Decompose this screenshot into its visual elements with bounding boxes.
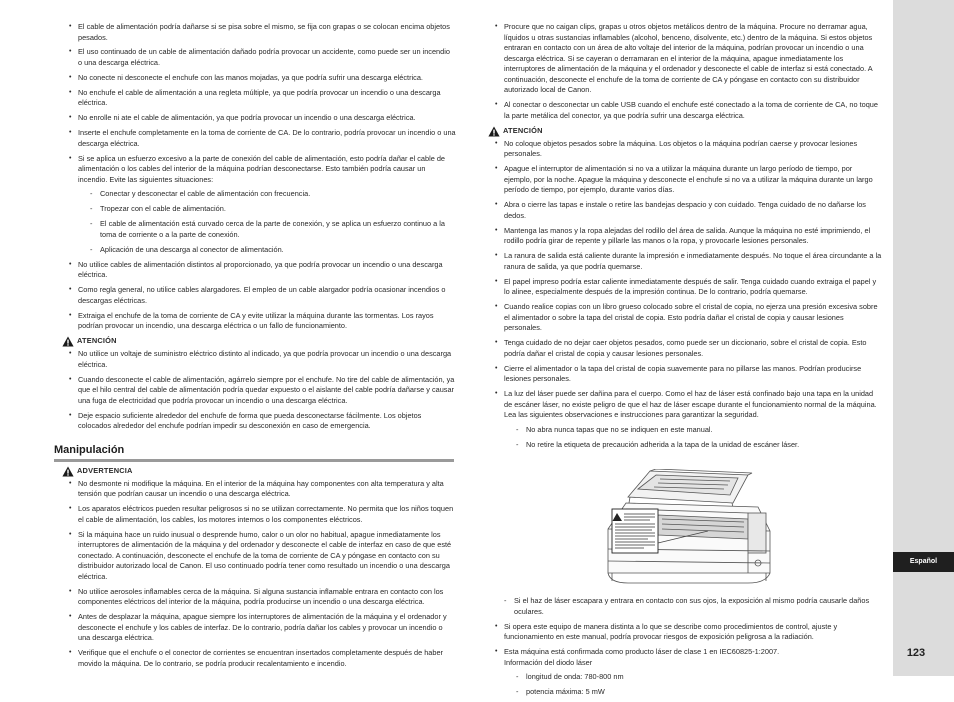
warning-list bbox=[66, 479, 456, 670]
caution-label: ATENCIÓN bbox=[77, 336, 117, 346]
list-item: • Si la máquina hace un ruido inusual o desprende humo, calor o un olor no habitual, apague inmediatamente los interruptores de alimentación de la máquina y del ordenador y desconecte el cable de interfaz en caso de que esté conectado. A continuación, desconecte el enchufe de la toma de corriente de CA y póngase en contacto con su distribuidor autorizado local de Canon. El uso continuado podría tener como resultado un incendio o una descarga eléctrica. bbox=[66, 530, 456, 583]
warning-heading bbox=[62, 466, 456, 477]
warning-triangle-icon bbox=[62, 336, 74, 347]
list-item bbox=[66, 285, 456, 306]
bullet-text: No enrolle ni ate el cable de alimentación, ya que podría provocar un incendio o una descarga eléctrica. bbox=[78, 113, 416, 123]
list-item: • Cuando desconecte el cable de alimentación, agárrelo siempre por el enchufe. No tire del cable de alimentación, ya que el hilo central del cable de alimentación podría quedar expuesto o el aislante del cable podría dañarse y causar una fuga de electricidad que podría provocar un incendio o una descarga eléctrica. bbox=[66, 375, 456, 407]
bullet-text: El uso continuado de un cable de alimentación dañado podría provocar un accidente, como puede ser un incendio o una descarga eléctrica. bbox=[78, 47, 450, 68]
sub-item: - El cable de alimentación está curvado cerca de la parte de conexión, y se aplica un esfuerzo continuo a la toma de corriente o a la parte de conexión. bbox=[90, 219, 456, 240]
list-item: • Procure que no caigan clips, grapas u otros objetos metálicos dentro de la máquina. Procure no derramar agua, líquidos u otras sustancias inflamables (alcohol, benceno, disolvente, etc.) dentro de la máquina. Si estos objetos entraran en contacto con un área de alto voltaje del interior de la máquina, podrían provocar un incendio o una descarga eléctrica. Si se cayeran o derramaran en el interior de la máquina, apague inmediatamente los interruptores de alimentación de la máquina y el ordenador y desconecte el cable de interfaz si está conectado. A continuación, desconecte el enchufe de la toma de corriente de CA y póngase en contacto con su distribuidor autorizado local de Canon. bbox=[492, 22, 882, 96]
bullet-text: No enchufe el cable de alimentación a una regleta múltiple, ya que podría provocar un incendio o una descarga eléctrica. bbox=[78, 87, 441, 108]
bullet-text: El cable de alimentación podría dañarse si se pisa sobre el mismo, se fija con grapas o se colocan encima objetos pesados. bbox=[78, 22, 450, 42]
warning-triangle-icon bbox=[488, 126, 500, 137]
list-item bbox=[66, 128, 456, 149]
bullet-text: Si se aplica un esfuerzo excesivo a la parte de conexión del cable de alimentación, esto podría dañar el cable de alimentación o los cables del interior de la máquina podrían desconectarse. Esto también podría causar un incendio. Evite las siguientes situaciones: bbox=[78, 153, 446, 184]
bullets-top-left bbox=[66, 22, 456, 332]
sub-list bbox=[78, 189, 456, 255]
list-item bbox=[66, 154, 456, 256]
caution-list-right bbox=[492, 139, 882, 451]
list-item: • Mantenga las manos y la ropa alejadas del rodillo del área de salida. Aunque la máquina no esté imprimiendo, el rodillo podría girar de repente y pillarle las manos o la ropa, y provocarle lesiones personales. bbox=[492, 226, 882, 247]
bullet-text: Como regla general, no utilice cables alargadores. El empleo de un cable alargador podría ocasionar incendios o descargas eléctricas. bbox=[78, 285, 446, 305]
list-item: • Al conectar o desconectar un cable USB cuando el enchufe esté conectado a la toma de corriente de CA, no toque la parte metálica del conector, ya que podría sufrir una descarga eléctrica. bbox=[492, 100, 882, 121]
list-item: • Si opera este equipo de manera distinta a lo que se describe como procedimientos de control, ajuste y funcionamiento en este manual, podría provocar riesgos de exposición peligrosa a la radiación. bbox=[492, 622, 882, 643]
list-item: • Deje espacio suficiente alrededor del enchufe de forma que pueda desconectarse fácilmente. Los objetos colocados alrededor del enchufe podrían impedir su desconexión en caso de emergencia. bbox=[66, 411, 456, 432]
page-number: 123 bbox=[906, 647, 926, 659]
right-column bbox=[492, 22, 882, 702]
list-item: • Abra o cierre las tapas e instale o retire las bandejas despacio y con cuidado. Tenga cuidado de no dañarse los dedos. bbox=[492, 200, 882, 221]
bullet-text: No utilice cables de alimentación distintos al proporcionado, ya que podría provocar un incendio o una descarga eléctrica. bbox=[78, 259, 443, 280]
warning-label: ADVERTENCIA bbox=[77, 466, 133, 476]
language-tab: Español bbox=[893, 552, 954, 572]
list-item: • Antes de desplazar la máquina, apague siempre los interruptores de alimentación de la máquina y el ordenador y desconecte el enchufe y los cables de interfaz. De lo contrario, podría dañar los cables y provocar un incendio o una descarga eléctrica. bbox=[66, 612, 456, 644]
list-item bbox=[492, 389, 882, 450]
list-item bbox=[66, 73, 456, 84]
sub-item: - longitud de onda: 780-800 nm bbox=[516, 672, 882, 683]
list-item: • No desmonte ni modifique la máquina. En el interior de la máquina hay componentes con alta temperatura y alta tensión que podrían causar un incendio o una descarga eléctrica. bbox=[66, 479, 456, 500]
list-item bbox=[66, 88, 456, 109]
caution-list-left bbox=[66, 349, 456, 432]
bullets-top-right bbox=[492, 22, 882, 121]
sidebar bbox=[893, 0, 954, 676]
caution-heading bbox=[488, 126, 882, 137]
caution-heading bbox=[62, 336, 456, 347]
list-item bbox=[66, 22, 456, 43]
list-item: • Tenga cuidado de no dejar caer objetos pesados, como puede ser un diccionario, sobre el cristal de copia. Esto podría dañar el cristal de copia y causar lesiones personales. bbox=[492, 338, 882, 359]
list-item: • Verifique que el enchufe o el conector de corrientes se encuentran insertados completamente después de haber movido la máquina. De lo contrario, se podría producir recalentamiento e incendio. bbox=[66, 648, 456, 669]
sub-item: - Si el haz de láser escapara y entrara en contacto con sus ojos, la exposición al mismo podría causarle daños oculares. bbox=[504, 596, 882, 617]
bullet-text: Inserte el enchufe completamente en la toma de corriente de CA. De lo contrario, podría provocar un incendio o una descarga eléctrica. bbox=[78, 128, 456, 148]
sub-item: - No abra nunca tapas que no se indiquen en este manual. bbox=[516, 425, 882, 436]
bullet-text: No conecte ni desconecte el enchufe con las manos mojadas, ya que podría sufrir una descarga eléctrica. bbox=[78, 72, 423, 82]
list-item: • La ranura de salida está caliente durante la impresión e inmediatamente después. No toque el área circundante a la ranura de salida, ya que podría quemarse. bbox=[492, 251, 882, 272]
sub-item: - No retire la etiqueta de precaución adherida a la tapa de la unidad de escáner láser. bbox=[516, 440, 882, 451]
after-figure-sub-list bbox=[492, 596, 882, 617]
bullets-bottom-right bbox=[492, 622, 882, 698]
list-item: • Los aparatos eléctricos pueden resultar peligrosos si no se utilizan correctamente. No permita que los niños toquen el cable de alimentación, los cables, los motores internos o los componentes eléctricos. bbox=[66, 504, 456, 525]
list-item bbox=[492, 647, 882, 698]
list-item: • No utilice aerosoles inflamables cerca de la máquina. Si alguna sustancia inflamable entrara en contacto con los componentes eléctricos del interior de la máquina, podría producirse un incendio o una descarga eléctrica. bbox=[66, 587, 456, 608]
list-item bbox=[66, 260, 456, 281]
list-item: • Cierre el alimentador o la tapa del cristal de copia suavemente para no pillarse las manos. Podrían producirse lesiones personales. bbox=[492, 364, 882, 385]
sub-list bbox=[504, 425, 882, 450]
warning-triangle-icon bbox=[62, 466, 74, 477]
sub-list bbox=[504, 672, 882, 697]
list-item bbox=[66, 113, 456, 124]
list-item: • No coloque objetos pesados sobre la máquina. Los objetos o la máquina podrían caerse y provocar lesiones personales. bbox=[492, 139, 882, 160]
laser-label-illustration bbox=[598, 469, 773, 587]
list-item: • Apague el interruptor de alimentación si no va a utilizar la máquina durante un largo período de tiempo, por ejemplo, por la noche. Apague la máquina y desconecte el enchufe si no va a utilizar la máquina durante un largo período de tiempo, por ejemplo, durante varios días. bbox=[492, 164, 882, 196]
left-column bbox=[54, 22, 456, 674]
section-title: Manipulación bbox=[54, 444, 454, 462]
bullet-text: Extraiga el enchufe de la toma de corriente de CA y evite utilizar la máquina durante las tormentas. Los rayos podrían provocar un incendio, una descarga eléctrica o un fallo de funcionamiento. bbox=[78, 310, 434, 331]
list-item: • No utilice un voltaje de suministro eléctrico distinto al indicado, ya que podría provocar un incendio o una descarga eléctrica. bbox=[66, 349, 456, 370]
list-item bbox=[66, 311, 456, 332]
bullet-text: La luz del láser puede ser dañina para el cuerpo. Como el haz de láser está confinado bajo una tapa en la unidad de escáner láser, no existe peligro de que el haz de láser escape durante el funcionamiento normal de la máquina. Lea las siguientes observaciones e instrucciones para garantizar la seguridad. bbox=[504, 389, 877, 420]
sub-item: - Tropezar con el cable de alimentación. bbox=[90, 204, 456, 215]
bullet-text: Esta máquina está confirmada como producto láser de clase 1 en IEC60825-1:2007. bbox=[504, 647, 780, 657]
list-item bbox=[66, 47, 456, 68]
list-item: • El papel impreso podría estar caliente inmediatamente después de salir. Tenga cuidado cuando extraiga el papel y lo alinee, especialmente después de la impresión continua. De lo contrario, podría quemarse. bbox=[492, 277, 882, 298]
list-item: • Cuando realice copias con un libro grueso colocado sobre el cristal de copia, no ejerza una presión excesiva sobre el alimentador o sobre la tapa del cristal de copia. Esto podría dañar el cristal de copia y causar lesiones personales. bbox=[492, 302, 882, 334]
sub-item: - Aplicación de una descarga al conector de alimentación. bbox=[90, 245, 456, 256]
caution-label: ATENCIÓN bbox=[503, 125, 543, 135]
sub-item: - Conectar y desconectar el cable de alimentación con frecuencia. bbox=[90, 189, 456, 200]
bullet-text: Información del diodo láser bbox=[504, 657, 593, 667]
sub-item: - potencia máxima: 5 mW bbox=[516, 687, 882, 698]
